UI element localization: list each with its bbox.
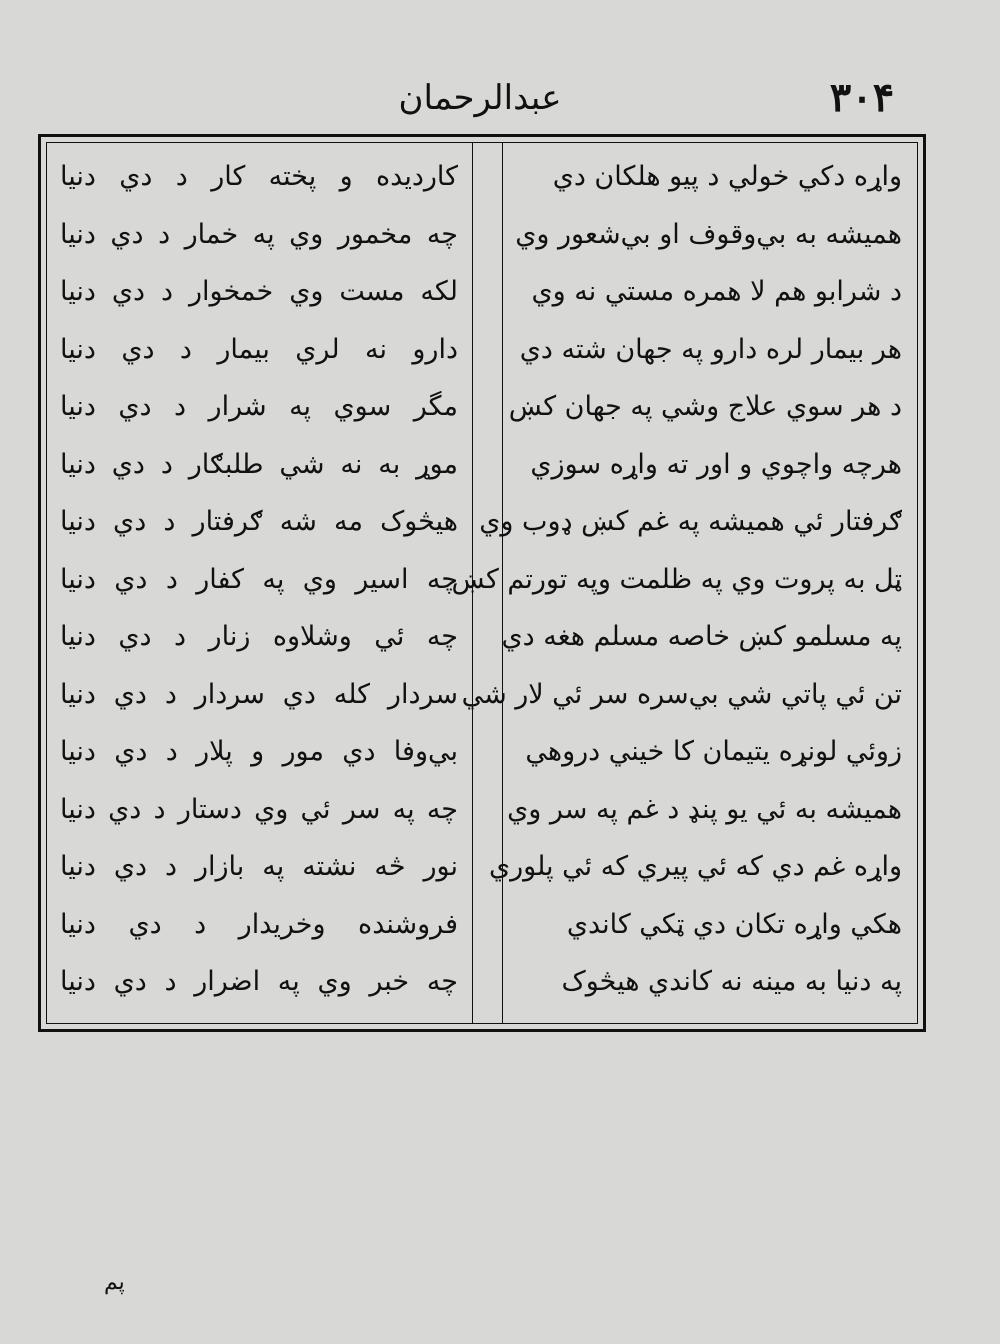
verse-line: د هر سوي علاج وشي په جهان کښ <box>508 391 902 422</box>
verse-line: هميشه به ئي يو پنډ د غم په سر وي <box>507 793 902 825</box>
verse-line: هيڅوک مه شه ګرفتار د دي دنيا <box>60 506 458 537</box>
page-number: ۳۰۴ <box>829 74 895 121</box>
verse-line: مگر سوي په شرار د دي دنيا <box>60 391 458 422</box>
verse-line: واړه دکي خولي د پيو هلکان دي <box>552 161 902 192</box>
verse-line: ټل به پروت وي په ظلمت وپه تورتم کښ <box>451 563 902 595</box>
verse-line: چه ئي وشلاوه زنار د دي دنيا <box>60 621 458 652</box>
verse-line: تن ئي پاتي شي بي‌سره سر ئي لار شي <box>461 678 902 710</box>
verse-line: فروشنده وخريدار د دي دنيا <box>60 908 458 940</box>
verse-line: چه مخمور وي په خمار د دي دنيا <box>60 218 458 250</box>
signature-mark: پم <box>104 1270 125 1295</box>
verse-line: د شرابو هم لا همره مستي نه وي <box>531 276 902 307</box>
verse-line: په دنيا به مينه نه کاندي هيڅوک <box>561 966 902 997</box>
verse-line: سردار کله دي سردار د دي دنيا <box>60 678 458 710</box>
verse-line: لکه مست وي خمخوار د دي دنيا <box>60 276 458 307</box>
verse-line: زوئي لونړه يتيمان کا خيني دروهي <box>525 736 902 767</box>
verse-line: موړ به نه شي طلبګار د دي دنيا <box>60 448 458 480</box>
verse-line: هر بيمار لره دارو په جهان شته دي <box>519 333 902 365</box>
verse-line: په مسلمو کښ خاصه مسلم هغه دي <box>501 621 902 652</box>
running-title: عبدالرحمان <box>398 78 562 118</box>
verse-line: چه په سر ئي وي دستار د دي دنيا <box>60 793 458 825</box>
second-hemistich-column <box>52 148 466 1011</box>
verse-line: هرچه واچوي و اور ته واړه سوزي <box>530 448 902 480</box>
verse-line: واړه غم دي که ئي پيري که ئي پلوري <box>488 851 902 882</box>
verse-line: هکي واړه تکان دي ټکي کاندي <box>566 908 902 940</box>
first-hemistich-column <box>451 148 908 1011</box>
verse-line: ګرفتار ئي هميشه په غم کښ ډوب وي <box>479 506 902 537</box>
verse-line: هميشه به بي‌وقوف او بي‌شعور وي <box>515 218 902 250</box>
verse-line: چه خبر وي په اضرار د دي دنيا <box>60 966 458 997</box>
verse-line: نور څه نشته په بازار د دي دنيا <box>60 851 458 882</box>
verse-line: بي‌وفا دي مور و پلار د دي دنيا <box>60 736 458 767</box>
verse-line: دارو نه لري بيمار د دي دنيا <box>60 333 458 365</box>
verse-line: کاردیده و پخته کار د دي دنيا <box>60 161 458 192</box>
verse-line: چه اسير وي په کفار د دي دنيا <box>60 563 458 595</box>
page-header <box>0 72 1000 132</box>
